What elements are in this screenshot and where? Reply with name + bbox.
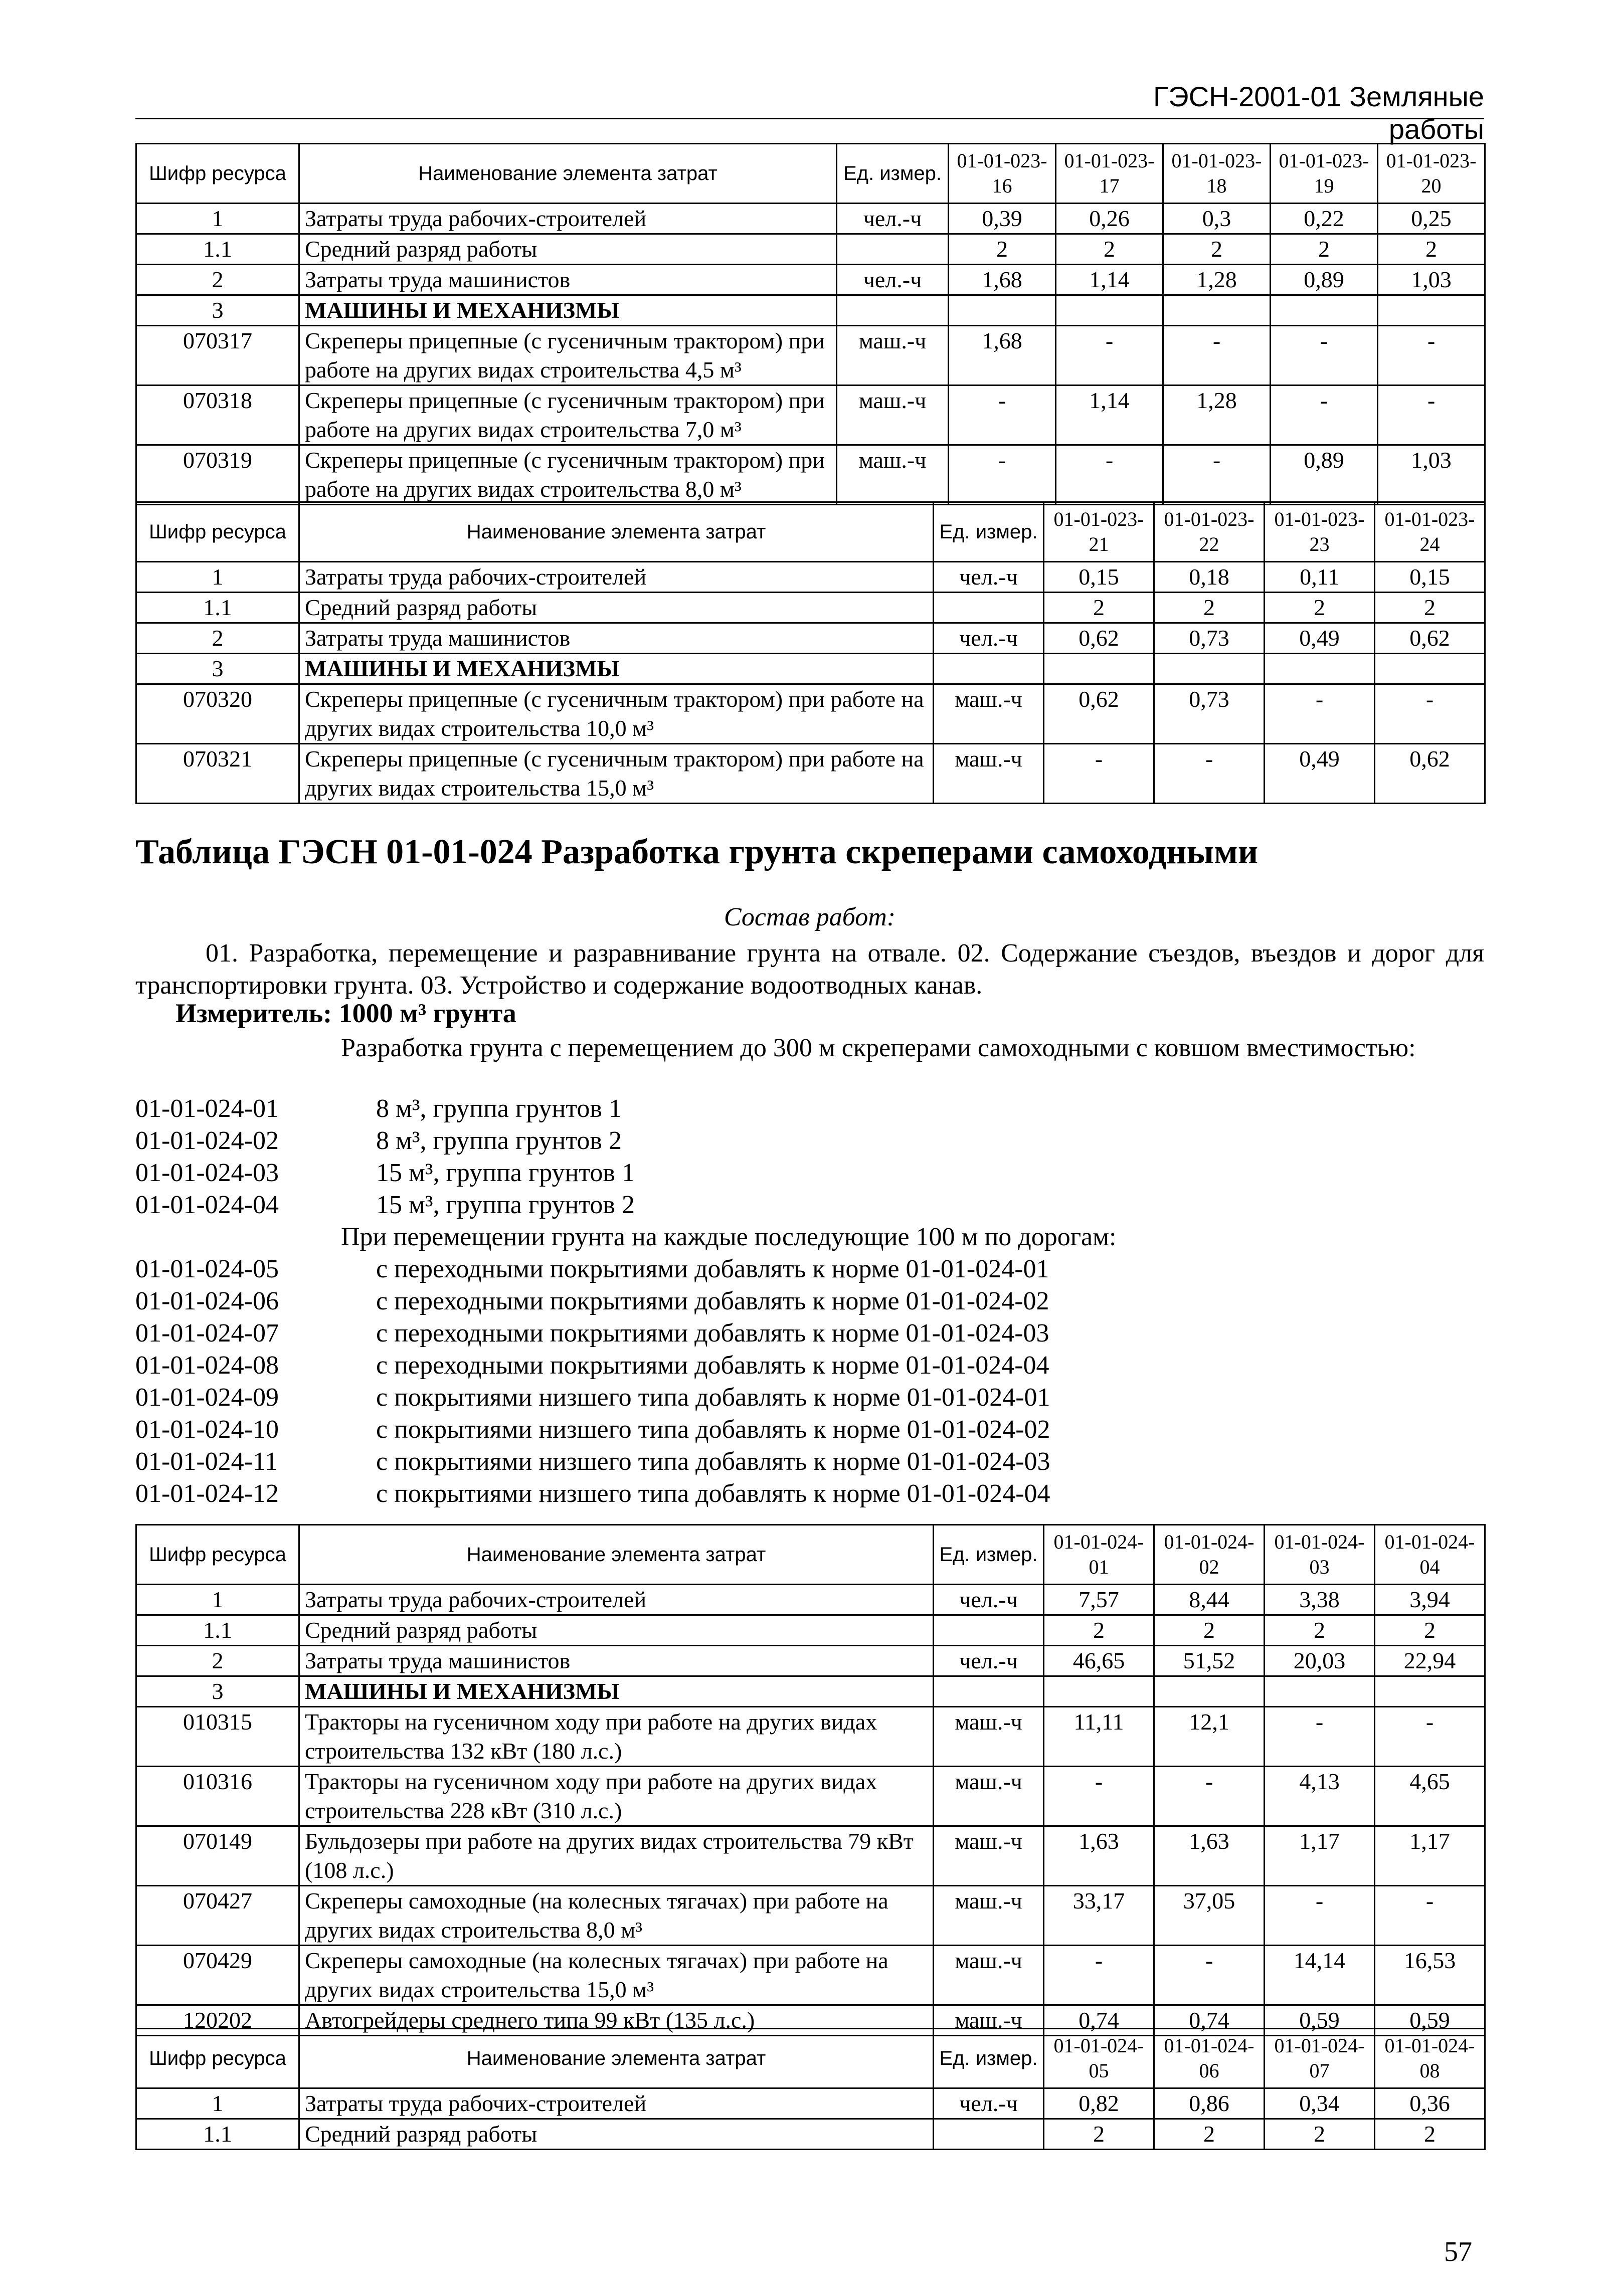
cell-value: 0,89 xyxy=(1271,265,1378,295)
cell-value: 1,68 xyxy=(949,265,1056,295)
norm-code: 01-01-024-07 xyxy=(135,1319,279,1348)
cell-unit xyxy=(934,1615,1044,1646)
cell-value: - xyxy=(1378,386,1485,445)
cell-value: - xyxy=(1056,326,1163,386)
col-header-name: Наименование элемента затрат xyxy=(299,502,934,562)
cell-value: - xyxy=(1056,445,1163,505)
cell-name: Средний разряд работы xyxy=(299,1615,934,1646)
norm-code: 01-01-024-03 xyxy=(135,1159,279,1187)
cell-value xyxy=(1044,1676,1154,1707)
col-header-code: Шифр ресурса xyxy=(136,1525,299,1585)
col-header-norm: 01-01-024-07 xyxy=(1265,2029,1375,2088)
cell-unit: маш.-ч xyxy=(934,1826,1044,1886)
cell-value: 1,03 xyxy=(1378,265,1485,295)
cell-value: - xyxy=(1375,1886,1485,1946)
col-header-norm: 01-01-024-04 xyxy=(1375,1525,1485,1585)
cell-value: 16,53 xyxy=(1375,1946,1485,2005)
norm-description: с переходными покрытиями добавлять к норме 01-01-024-02 xyxy=(376,1287,1049,1315)
cell-value: 0,62 xyxy=(1375,623,1485,654)
cell-value: - xyxy=(949,445,1056,505)
norm-description: с покрытиями низшего типа добавлять к норме 01-01-024-02 xyxy=(376,1415,1050,1444)
cell-name: Затраты труда рабочих-строителей xyxy=(299,2088,934,2119)
norm-intro: Разработка грунта с перемещением до 300 м скреперами самоходными с ковшом вместимостью: xyxy=(341,1034,1416,1062)
col-header-norm: 01-01-024-03 xyxy=(1265,1525,1375,1585)
header-rule xyxy=(135,118,1484,119)
work-composition-label: Состав работ: xyxy=(724,903,896,931)
cell-code: 2 xyxy=(136,265,299,295)
cell-name: Затраты труда машинистов xyxy=(299,623,934,654)
col-header-code: Шифр ресурса xyxy=(136,502,299,562)
cell-unit: чел.-ч xyxy=(934,562,1044,593)
cell-value xyxy=(1375,1676,1485,1707)
cell-value: - xyxy=(1271,326,1378,386)
cell-name: Затраты труда рабочих-строителей xyxy=(299,1585,934,1615)
norm-description: с покрытиями низшего типа добавлять к норме 01-01-024-01 xyxy=(376,1383,1050,1412)
cell-value: - xyxy=(1044,744,1154,804)
cell-code: 1 xyxy=(136,1585,299,1615)
cell-unit xyxy=(934,593,1044,623)
cell-value: 2 xyxy=(1375,1615,1485,1646)
cell-value: 0,18 xyxy=(1154,562,1265,593)
cell-value xyxy=(1265,654,1375,684)
cell-value: 2 xyxy=(1044,593,1154,623)
cell-value: 0,26 xyxy=(1056,204,1163,234)
table-row xyxy=(136,654,1485,684)
cell-value: 12,1 xyxy=(1154,1707,1265,1767)
cell-name: Автогрейдеры среднего типа 99 кВт (135 л.с.) xyxy=(299,2005,934,2036)
table-row xyxy=(136,1767,1485,1826)
cell-value: 1,68 xyxy=(949,326,1056,386)
col-header-norm: 01-01-024-08 xyxy=(1375,2029,1485,2088)
cell-unit xyxy=(934,1676,1044,1707)
cell-value: 0,62 xyxy=(1375,744,1485,804)
cell-unit: маш.-ч xyxy=(934,684,1044,744)
table-header-row xyxy=(136,1525,1485,1585)
col-header-norm: 01-01-023-23 xyxy=(1265,502,1375,562)
table-row xyxy=(136,2119,1485,2150)
cell-code: 010316 xyxy=(136,1767,299,1826)
cell-code: 070318 xyxy=(136,386,299,445)
table-row xyxy=(136,1646,1485,1676)
col-header-unit: Ед. измер. xyxy=(934,1525,1044,1585)
norm-code: 01-01-024-09 xyxy=(135,1383,279,1412)
table-row xyxy=(136,1826,1485,1886)
cell-code: 1.1 xyxy=(136,1615,299,1646)
cell-value: 0,49 xyxy=(1265,744,1375,804)
cell-value: 2 xyxy=(1375,2119,1485,2150)
col-header-norm: 01-01-023-21 xyxy=(1044,502,1154,562)
cell-value: 0,25 xyxy=(1378,204,1485,234)
cell-value: 2 xyxy=(1265,593,1375,623)
col-header-name: Наименование элемента затрат xyxy=(299,1525,934,1585)
table-row xyxy=(136,623,1485,654)
cell-value: 2 xyxy=(1375,593,1485,623)
cell-name: Скреперы самоходные (на колесных тягачах) при работе на других видах строительства 8,0 м³ xyxy=(299,1886,934,1946)
cell-name: Затраты труда рабочих-строителей xyxy=(299,562,934,593)
cell-unit: маш.-ч xyxy=(934,744,1044,804)
cell-value: 0,11 xyxy=(1265,562,1375,593)
cell-unit: чел.-ч xyxy=(934,2088,1044,2119)
cell-unit: чел.-ч xyxy=(837,265,949,295)
table-row xyxy=(136,1585,1485,1615)
cell-value: 0,49 xyxy=(1265,623,1375,654)
cell-unit: маш.-ч xyxy=(934,1946,1044,2005)
table-row xyxy=(136,204,1485,234)
cell-name: Средний разряд работы xyxy=(299,593,934,623)
cell-value: 1,14 xyxy=(1056,386,1163,445)
cell-value: 2 xyxy=(1163,234,1271,265)
cell-value: - xyxy=(1163,326,1271,386)
cell-value: 0,82 xyxy=(1044,2088,1154,2119)
cell-value xyxy=(1378,295,1485,326)
table-row xyxy=(136,234,1485,265)
cell-unit: чел.-ч xyxy=(934,1585,1044,1615)
cell-value: - xyxy=(1265,1707,1375,1767)
norm-code: 01-01-024-01 xyxy=(135,1094,279,1123)
cell-value: 0,34 xyxy=(1265,2088,1375,2119)
cell-value: - xyxy=(1378,326,1485,386)
cell-value: 0,73 xyxy=(1154,684,1265,744)
cell-value xyxy=(949,295,1056,326)
cell-code: 1 xyxy=(136,2088,299,2119)
cell-value: 37,05 xyxy=(1154,1886,1265,1946)
norm-code: 01-01-024-08 xyxy=(135,1351,279,1380)
cell-code: 070149 xyxy=(136,1826,299,1886)
cell-value xyxy=(1154,654,1265,684)
cell-value: 0,86 xyxy=(1154,2088,1265,2119)
table-row xyxy=(136,1676,1485,1707)
resource-table-024-05-08 xyxy=(135,2028,1486,2150)
cell-value: 0,73 xyxy=(1154,623,1265,654)
table-row xyxy=(136,1886,1485,1946)
cell-value: 2 xyxy=(1044,2119,1154,2150)
cell-value: 51,52 xyxy=(1154,1646,1265,1676)
cell-value: - xyxy=(1375,1707,1485,1767)
table-row xyxy=(136,744,1485,804)
cell-value: 4,13 xyxy=(1265,1767,1375,1826)
cell-unit xyxy=(934,2119,1044,2150)
cell-code: 1 xyxy=(136,204,299,234)
col-header-norm: 01-01-024-01 xyxy=(1044,1525,1154,1585)
measurement-unit: Измеритель: 1000 м³ грунта xyxy=(175,998,516,1028)
cell-name: Затраты труда машинистов xyxy=(299,265,837,295)
cell-value xyxy=(1044,654,1154,684)
col-header-name: Наименование элемента затрат xyxy=(299,144,837,204)
cell-code: 1.1 xyxy=(136,593,299,623)
cell-unit: маш.-ч xyxy=(837,386,949,445)
cell-value: - xyxy=(1163,445,1271,505)
cell-code: 1.1 xyxy=(136,234,299,265)
cell-value xyxy=(1375,654,1485,684)
cell-unit: маш.-ч xyxy=(934,1767,1044,1826)
col-header-unit: Ед. измер. xyxy=(934,2029,1044,2088)
norm-code: 01-01-024-10 xyxy=(135,1415,279,1444)
norm-code: 01-01-024-11 xyxy=(135,1447,278,1476)
norm-description: с переходными покрытиями добавлять к норме 01-01-024-04 xyxy=(376,1351,1049,1380)
cell-code: 2 xyxy=(136,1646,299,1676)
cell-unit: чел.-ч xyxy=(934,1646,1044,1676)
cell-value: 0,22 xyxy=(1271,204,1378,234)
col-header-norm: 01-01-023-18 xyxy=(1163,144,1271,204)
cell-value: 2 xyxy=(1265,2119,1375,2150)
table-row xyxy=(136,1946,1485,2005)
norm-description: с покрытиями низшего типа добавлять к норме 01-01-024-03 xyxy=(376,1447,1050,1476)
norm-description: 8 м³, группа грунтов 1 xyxy=(376,1094,622,1123)
cell-value: 0,15 xyxy=(1375,562,1485,593)
cell-name: Затраты труда рабочих-строителей xyxy=(299,204,837,234)
table-row xyxy=(136,445,1485,505)
cell-value: 20,03 xyxy=(1265,1646,1375,1676)
cell-value: 2 xyxy=(1154,2119,1265,2150)
cell-value: 2 xyxy=(1044,1615,1154,1646)
cell-name: Скреперы прицепные (с гусеничным трактором) при работе на других видах строительства 10,0 м³ xyxy=(299,684,934,744)
cell-name: Тракторы на гусеничном ходу при работе на других видах строительства 132 кВт (180 л.с.) xyxy=(299,1707,934,1767)
col-header-unit: Ед. измер. xyxy=(934,502,1044,562)
cell-name: Скреперы прицепные (с гусеничным трактором) при работе на других видах строительства 15,0 м³ xyxy=(299,744,934,804)
cell-value: - xyxy=(1154,1946,1265,2005)
cell-value: 46,65 xyxy=(1044,1646,1154,1676)
cell-code: 1 xyxy=(136,562,299,593)
cell-value: 0,59 xyxy=(1265,2005,1375,2036)
cell-value: 2 xyxy=(1154,593,1265,623)
running-header: ГЭСН-2001-01 Земляные работы xyxy=(1153,81,1484,145)
cell-name: Скреперы прицепные (с гусеничным трактором) при работе на других видах строительства 8,0 м³ xyxy=(299,445,837,505)
cell-value: 11,11 xyxy=(1044,1707,1154,1767)
table-row xyxy=(136,1615,1485,1646)
col-header-norm: 01-01-023-19 xyxy=(1271,144,1378,204)
table-row xyxy=(136,386,1485,445)
cell-value: 3,94 xyxy=(1375,1585,1485,1615)
cell-value: 0,15 xyxy=(1044,562,1154,593)
cell-code: 2 xyxy=(136,623,299,654)
norm-code: 01-01-024-12 xyxy=(135,1479,279,1508)
cell-name: Тракторы на гусеничном ходу при работе на других видах строительства 228 кВт (310 л.с.) xyxy=(299,1767,934,1826)
cell-value: - xyxy=(1044,1946,1154,2005)
resource-table-023-21-24 xyxy=(135,501,1486,804)
cell-value: 3,38 xyxy=(1265,1585,1375,1615)
cell-value: 1,28 xyxy=(1163,386,1271,445)
cell-code: 1.1 xyxy=(136,2119,299,2150)
cell-value: - xyxy=(1265,1886,1375,1946)
cell-value: - xyxy=(1044,1767,1154,1826)
cell-name: Затраты труда машинистов xyxy=(299,1646,934,1676)
cell-value: - xyxy=(949,386,1056,445)
table-row xyxy=(136,1707,1485,1767)
cell-code: 3 xyxy=(136,654,299,684)
cell-value: - xyxy=(1154,1767,1265,1826)
cell-value: 1,17 xyxy=(1375,1826,1485,1886)
table-row xyxy=(136,326,1485,386)
col-header-norm: 01-01-024-06 xyxy=(1154,2029,1265,2088)
col-header-unit: Ед. измер. xyxy=(837,144,949,204)
resource-table-024-01-04 xyxy=(135,1524,1486,2036)
cell-code: 070427 xyxy=(136,1886,299,1946)
section-title: Таблица ГЭСН 01-01-024 Разработка грунта скреперами самоходными xyxy=(135,833,1259,871)
cell-unit: маш.-ч xyxy=(837,326,949,386)
cell-code: 3 xyxy=(136,1676,299,1707)
cell-value: - xyxy=(1375,684,1485,744)
norm-code: 01-01-024-06 xyxy=(135,1287,279,1315)
table-row xyxy=(136,2088,1485,2119)
cell-code: 070317 xyxy=(136,326,299,386)
table-header-row xyxy=(136,144,1485,204)
norm-description: с переходными покрытиями добавлять к норме 01-01-024-03 xyxy=(376,1319,1049,1348)
cell-value: 1,03 xyxy=(1378,445,1485,505)
page-number: 57 xyxy=(1444,2236,1472,2267)
resource-table-023-16-20 xyxy=(135,143,1486,505)
cell-value: 7,57 xyxy=(1044,1585,1154,1615)
cell-value: 0,62 xyxy=(1044,623,1154,654)
cell-value: 0,59 xyxy=(1375,2005,1485,2036)
cell-value: 1,28 xyxy=(1163,265,1271,295)
cell-value: - xyxy=(1154,744,1265,804)
col-header-code: Шифр ресурса xyxy=(136,2029,299,2088)
cell-unit xyxy=(934,654,1044,684)
cell-unit xyxy=(837,234,949,265)
cell-value xyxy=(1271,295,1378,326)
cell-value: 0,74 xyxy=(1154,2005,1265,2036)
col-header-name: Наименование элемента затрат xyxy=(299,2029,934,2088)
cell-value: - xyxy=(1265,684,1375,744)
col-header-norm: 01-01-023-17 xyxy=(1056,144,1163,204)
col-header-norm: 01-01-023-22 xyxy=(1154,502,1265,562)
table-row xyxy=(136,295,1485,326)
cell-value: 22,94 xyxy=(1375,1646,1485,1676)
norm-code: 01-01-024-04 xyxy=(135,1191,279,1219)
cell-value: 8,44 xyxy=(1154,1585,1265,1615)
cell-value xyxy=(1056,295,1163,326)
cell-value: 14,14 xyxy=(1265,1946,1375,2005)
norm-subheading: При перемещении грунта на каждые последующие 100 м по дорогам: xyxy=(341,1223,1117,1251)
cell-unit: чел.-ч xyxy=(837,204,949,234)
cell-value: 0,74 xyxy=(1044,2005,1154,2036)
cell-name: Скреперы самоходные (на колесных тягачах) при работе на других видах строительства 15,0 м³ xyxy=(299,1946,934,2005)
cell-value: 0,39 xyxy=(949,204,1056,234)
col-header-norm: 01-01-023-16 xyxy=(949,144,1056,204)
cell-code: 120202 xyxy=(136,2005,299,2036)
cell-value: 2 xyxy=(1056,234,1163,265)
cell-name: Средний разряд работы xyxy=(299,2119,934,2150)
col-header-norm: 01-01-023-24 xyxy=(1375,502,1485,562)
cell-value: 2 xyxy=(1154,1615,1265,1646)
cell-code: 3 xyxy=(136,295,299,326)
cell-value: 2 xyxy=(1271,234,1378,265)
table-header-row xyxy=(136,2029,1485,2088)
cell-value xyxy=(1265,1676,1375,1707)
cell-name: Скреперы прицепные (с гусеничным трактором) при работе на других видах строительства 7,0 м³ xyxy=(299,386,837,445)
cell-code: 010315 xyxy=(136,1707,299,1767)
cell-value: 1,63 xyxy=(1154,1826,1265,1886)
table-row xyxy=(136,265,1485,295)
norm-description: с переходными покрытиями добавлять к норме 01-01-024-01 xyxy=(376,1255,1049,1283)
cell-name: МАШИНЫ И МЕХАНИЗМЫ xyxy=(299,1676,934,1707)
cell-value: - xyxy=(1271,386,1378,445)
cell-value: 33,17 xyxy=(1044,1886,1154,1946)
cell-name: МАШИНЫ И МЕХАНИЗМЫ xyxy=(299,654,934,684)
col-header-code: Шифр ресурса xyxy=(136,144,299,204)
cell-code: 070319 xyxy=(136,445,299,505)
cell-value: 1,14 xyxy=(1056,265,1163,295)
cell-unit xyxy=(837,295,949,326)
cell-name: Средний разряд работы xyxy=(299,234,837,265)
cell-code: 070321 xyxy=(136,744,299,804)
cell-code: 070429 xyxy=(136,1946,299,2005)
table-row xyxy=(136,562,1485,593)
cell-name: МАШИНЫ И МЕХАНИЗМЫ xyxy=(299,295,837,326)
cell-value: 0,62 xyxy=(1044,684,1154,744)
cell-unit: маш.-ч xyxy=(934,2005,1044,2036)
cell-value: 2 xyxy=(949,234,1056,265)
norm-description: 15 м³, группа грунтов 2 xyxy=(376,1191,635,1219)
cell-unit: маш.-ч xyxy=(934,1886,1044,1946)
cell-name: Скреперы прицепные (с гусеничным трактором) при работе на других видах строительства 4,5 м³ xyxy=(299,326,837,386)
col-header-norm: 01-01-024-02 xyxy=(1154,1525,1265,1585)
table-row xyxy=(136,593,1485,623)
cell-value xyxy=(1154,1676,1265,1707)
col-header-norm: 01-01-023-20 xyxy=(1378,144,1485,204)
norm-code: 01-01-024-05 xyxy=(135,1255,279,1283)
cell-value: 4,65 xyxy=(1375,1767,1485,1826)
table-header-row xyxy=(136,502,1485,562)
cell-value xyxy=(1163,295,1271,326)
work-composition-text: 01. Разработка, перемещение и разравнивание грунта на отвале. 02. Содержание съездов, въездов и дорог для транспортировки грунта. 03. Устройство и содержание водоотводных канав. xyxy=(135,939,1484,1000)
cell-value: 2 xyxy=(1265,1615,1375,1646)
cell-unit: маш.-ч xyxy=(934,1707,1044,1767)
cell-value: 1,17 xyxy=(1265,1826,1375,1886)
cell-unit: чел.-ч xyxy=(934,623,1044,654)
cell-value: 0,36 xyxy=(1375,2088,1485,2119)
norm-description: 15 м³, группа грунтов 1 xyxy=(376,1159,635,1187)
cell-value: 1,63 xyxy=(1044,1826,1154,1886)
norm-description: 8 м³, группа грунтов 2 xyxy=(376,1126,622,1155)
cell-value: 0,89 xyxy=(1271,445,1378,505)
table-row xyxy=(136,684,1485,744)
col-header-norm: 01-01-024-05 xyxy=(1044,2029,1154,2088)
cell-unit: маш.-ч xyxy=(837,445,949,505)
cell-name: Бульдозеры при работе на других видах строительства 79 кВт (108 л.с.) xyxy=(299,1826,934,1886)
cell-value: 2 xyxy=(1378,234,1485,265)
norm-code: 01-01-024-02 xyxy=(135,1126,279,1155)
cell-code: 070320 xyxy=(136,684,299,744)
norm-description: с покрытиями низшего типа добавлять к норме 01-01-024-04 xyxy=(376,1479,1050,1508)
cell-value: 0,3 xyxy=(1163,204,1271,234)
